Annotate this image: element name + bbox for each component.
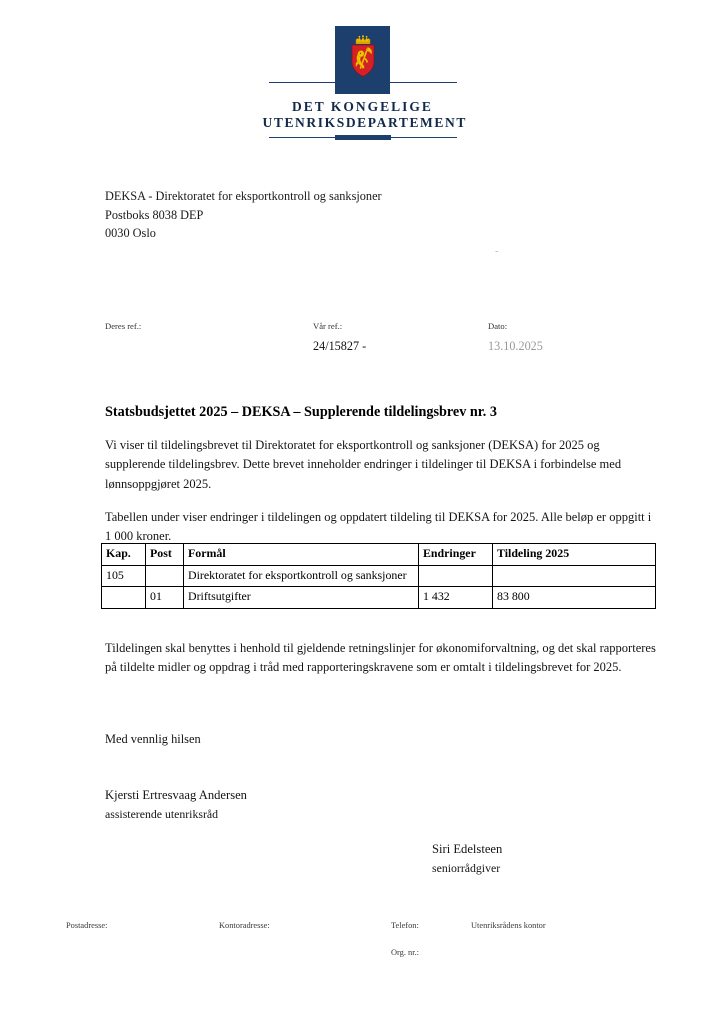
table-header-row [102,544,656,566]
norwegian-coat-of-arms-icon [348,26,378,78]
dato-column [488,320,543,354]
crest-panel [335,26,390,94]
table-row [102,565,656,587]
recipient-line-3: 0030 Oslo [105,226,156,241]
footer-telefon-label: Telefon: [391,921,419,930]
var-ref-value: 24/15827 - [313,339,367,353]
body-paragraph-2: Tabellen under viser endringer i tildelingen og oppdatert tildeling til DEKSA for 2025. Alle beløp er oppgitt i 1 000 kroner. [105,510,652,544]
table-header-endringer: Endringer [419,544,493,566]
reference-row [105,320,625,360]
var-ref-column [313,320,366,354]
cell-tildeling: 83 800 [493,587,656,609]
table-header-kap: Kap. [102,544,146,566]
footer-kontoradresse-label: Kontoradresse: [219,921,270,930]
stray-dash-mark: - [495,245,499,257]
footer-postadresse-label: Postadresse: [66,921,108,930]
letterhead-line-2: UTENRIKSDEPARTEMENT [262,115,467,131]
signature-block-secondary [432,840,502,878]
cell-kap [102,587,146,609]
letterhead [0,26,725,140]
footer-office-label: Utenriksrådens kontor [471,921,546,930]
recipient-line-2: Postboks 8038 DEP [105,207,204,222]
recipient-line-1: DEKSA - Direktoratet for eksportkontroll og sanksjoner [105,189,382,203]
cosigner-title: seniorrådgiver [432,861,501,875]
cell-kap: 105 [102,565,146,587]
allocation-table [101,543,656,609]
table-header-tildeling: Tildeling 2025 [493,544,656,566]
table-header-post: Post [146,544,184,566]
body-paragraph-1: Vi viser til tildelingsbrevet til Direktoratet for eksportkontroll og sanksjoner (DEKSA) for 2025 og supplerende tildelingsbrev. Dette brevet inneholder endringer i tildelinger til DEKSA i forbindelse med lønnsoppgjøret 2025. [105,438,622,491]
cell-formal: Driftsutgifter [184,587,419,609]
letterhead-bottom-rule [263,135,463,140]
cell-tildeling [493,565,656,587]
table-header-formal: Formål [184,544,419,566]
cell-post: 01 [146,587,184,609]
letterhead-line-1: DET KONGELIGE [292,99,433,114]
body-paragraph-3: Tildelingen skal benyttes i henhold til gjeldende retningslinjer for økonomiforvaltning, og det skal rapporteres på tildelte midler og oppdrag i tråd med rapporteringskravene som er omtalt i tildelingsbrevet for 2025. [105,641,656,675]
cell-formal: Direktoratet for eksportkontroll og sanksjoner [184,565,419,587]
dato-value: 13.10.2025 [488,339,543,353]
signature-greeting: Med vennlig hilsen [105,732,201,746]
signer-title: assisterende utenriksråd [105,807,219,821]
signer-name: Kjersti Ertresvaag Andersen [105,788,247,802]
cell-endringer: 1 432 [419,587,493,609]
cell-post [146,565,184,587]
signature-block-primary [105,786,247,824]
recipient-address [105,187,382,243]
letterhead-bottom-thick-bar [335,135,391,140]
cell-endringer [419,565,493,587]
deres-ref-column [105,320,141,338]
deres-ref-label: Deres ref.: [105,321,142,331]
letter-title: Statsbudsjettet 2025 – DEKSA – Supplerende tildelingsbrev nr. 3 [105,404,497,420]
var-ref-label: Vår ref.: [313,321,343,331]
table-row [102,587,656,609]
page-footer [66,920,666,970]
letterhead-wordmark [262,99,467,131]
cosigner-name: Siri Edelsteen [432,842,503,856]
dato-label: Dato: [488,321,508,331]
footer-orgnr-label: Org. nr.: [391,948,419,957]
